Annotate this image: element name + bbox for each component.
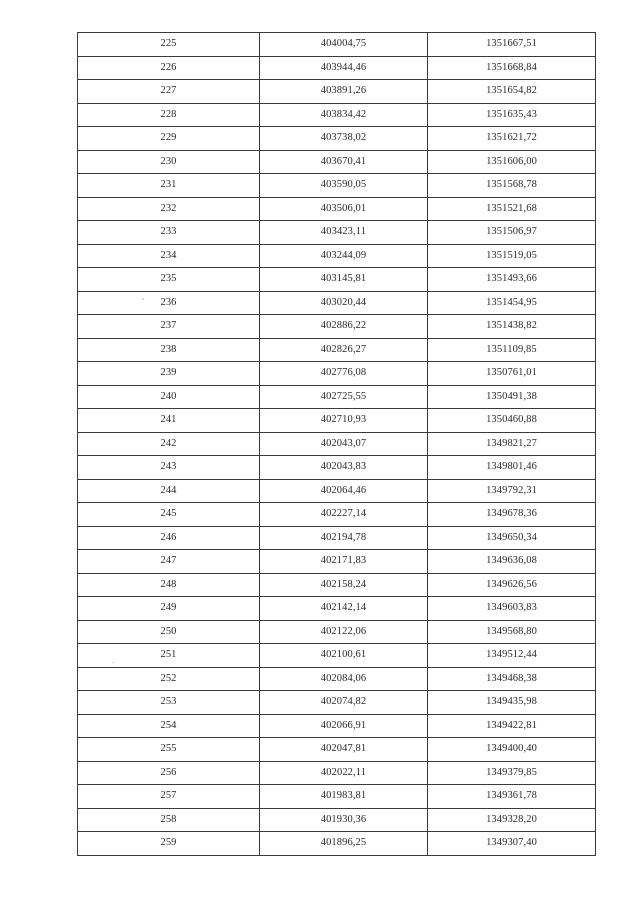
x-coordinate-cell: 401983,81	[260, 785, 428, 809]
point-number-cell: 226	[78, 56, 260, 80]
y-coordinate-cell: 1349626,56	[428, 573, 596, 597]
point-number-cell: 248	[78, 573, 260, 597]
point-number-cell: 236	[78, 291, 260, 315]
table-row	[78, 503, 596, 527]
point-number-cell: 256	[78, 761, 260, 785]
x-coordinate-cell: 402100,61	[260, 644, 428, 668]
x-coordinate-cell: 402776,08	[260, 362, 428, 386]
y-coordinate-cell: 1349636,08	[428, 550, 596, 574]
y-coordinate-cell: 1349821,27	[428, 432, 596, 456]
x-coordinate-cell: 402043,07	[260, 432, 428, 456]
y-coordinate-cell: 1351606,00	[428, 150, 596, 174]
y-coordinate-cell: 1351654,82	[428, 80, 596, 104]
table-row	[78, 174, 596, 198]
table-row	[78, 808, 596, 832]
x-coordinate-cell: 402064,46	[260, 479, 428, 503]
x-coordinate-cell: 402047,81	[260, 738, 428, 762]
x-coordinate-cell: 402074,82	[260, 691, 428, 715]
y-coordinate-cell: 1349435,98	[428, 691, 596, 715]
x-coordinate-cell: 403423,11	[260, 221, 428, 245]
table-row	[78, 761, 596, 785]
point-number-cell: 251	[78, 644, 260, 668]
point-number-cell: 255	[78, 738, 260, 762]
y-coordinate-cell: 1349361,78	[428, 785, 596, 809]
point-number-cell: 259	[78, 832, 260, 856]
point-number-cell: 247	[78, 550, 260, 574]
table-row	[78, 56, 596, 80]
table-row	[78, 620, 596, 644]
point-number-cell: 242	[78, 432, 260, 456]
y-coordinate-cell: 1350491,38	[428, 385, 596, 409]
point-number-cell: 225	[78, 33, 260, 57]
x-coordinate-cell: 402725,55	[260, 385, 428, 409]
y-coordinate-cell: 1351506,97	[428, 221, 596, 245]
table-row	[78, 409, 596, 433]
point-number-cell: 227	[78, 80, 260, 104]
table-row	[78, 150, 596, 174]
y-coordinate-cell: 1350761,01	[428, 362, 596, 386]
point-number-cell: 240	[78, 385, 260, 409]
table-row	[78, 456, 596, 480]
table-row	[78, 291, 596, 315]
table-row	[78, 221, 596, 245]
x-coordinate-cell: 403244,09	[260, 244, 428, 268]
x-coordinate-cell: 402886,22	[260, 315, 428, 339]
x-coordinate-cell: 403834,42	[260, 103, 428, 127]
x-coordinate-cell: 403506,01	[260, 197, 428, 221]
y-coordinate-cell: 1349422,81	[428, 714, 596, 738]
point-number-cell: 243	[78, 456, 260, 480]
point-number-cell: 233	[78, 221, 260, 245]
x-coordinate-cell: 403891,26	[260, 80, 428, 104]
table-row	[78, 127, 596, 151]
point-number-cell: 238	[78, 338, 260, 362]
point-number-cell: 229	[78, 127, 260, 151]
y-coordinate-cell: 1349468,38	[428, 667, 596, 691]
x-coordinate-cell: 402227,14	[260, 503, 428, 527]
table-row	[78, 714, 596, 738]
point-number-cell: 245	[78, 503, 260, 527]
x-coordinate-cell: 403670,41	[260, 150, 428, 174]
table-row	[78, 432, 596, 456]
point-number-cell: 235	[78, 268, 260, 292]
point-number-cell: 254	[78, 714, 260, 738]
table-row	[78, 479, 596, 503]
table-row	[78, 785, 596, 809]
table-row	[78, 644, 596, 668]
point-number-cell: 250	[78, 620, 260, 644]
table-row	[78, 315, 596, 339]
y-coordinate-cell: 1351519,05	[428, 244, 596, 268]
x-coordinate-cell: 402084,06	[260, 667, 428, 691]
table-row	[78, 832, 596, 856]
table-row	[78, 197, 596, 221]
table-row	[78, 526, 596, 550]
table-row	[78, 550, 596, 574]
x-coordinate-cell: 402022,11	[260, 761, 428, 785]
table-row	[78, 80, 596, 104]
y-coordinate-cell: 1351668,84	[428, 56, 596, 80]
y-coordinate-cell: 1349792,31	[428, 479, 596, 503]
point-number-cell: 232	[78, 197, 260, 221]
x-coordinate-cell: 402142,14	[260, 597, 428, 621]
y-coordinate-cell: 1351521,68	[428, 197, 596, 221]
x-coordinate-cell: 404004,75	[260, 33, 428, 57]
x-coordinate-cell: 401930,36	[260, 808, 428, 832]
y-coordinate-cell: 1351667,51	[428, 33, 596, 57]
x-coordinate-cell: 402122,06	[260, 620, 428, 644]
point-number-cell: 249	[78, 597, 260, 621]
table-row	[78, 338, 596, 362]
y-coordinate-cell: 1349650,34	[428, 526, 596, 550]
x-coordinate-cell: 403145,81	[260, 268, 428, 292]
y-coordinate-cell: 1349379,85	[428, 761, 596, 785]
x-coordinate-cell: 402826,27	[260, 338, 428, 362]
y-coordinate-cell: 1351109,85	[428, 338, 596, 362]
y-coordinate-cell: 1349801,46	[428, 456, 596, 480]
table-row	[78, 362, 596, 386]
y-coordinate-cell: 1349328,20	[428, 808, 596, 832]
y-coordinate-cell: 1351454,95	[428, 291, 596, 315]
y-coordinate-cell: 1349678,36	[428, 503, 596, 527]
table-row	[78, 667, 596, 691]
point-number-cell: 228	[78, 103, 260, 127]
y-coordinate-cell: 1350460,88	[428, 409, 596, 433]
table-row	[78, 573, 596, 597]
scan-speck	[142, 298, 144, 300]
point-number-cell: 258	[78, 808, 260, 832]
table-row	[78, 268, 596, 292]
table-row	[78, 691, 596, 715]
point-number-cell: 237	[78, 315, 260, 339]
point-number-cell: 244	[78, 479, 260, 503]
y-coordinate-cell: 1351438,82	[428, 315, 596, 339]
x-coordinate-cell: 401896,25	[260, 832, 428, 856]
coordinates-table-body	[78, 33, 596, 856]
x-coordinate-cell: 403944,46	[260, 56, 428, 80]
y-coordinate-cell: 1351621,72	[428, 127, 596, 151]
coordinates-table	[77, 32, 596, 856]
point-number-cell: 246	[78, 526, 260, 550]
y-coordinate-cell: 1349603,83	[428, 597, 596, 621]
table-row	[78, 597, 596, 621]
x-coordinate-cell: 403590,05	[260, 174, 428, 198]
point-number-cell: 231	[78, 174, 260, 198]
scan-speck	[112, 662, 114, 663]
y-coordinate-cell: 1351493,66	[428, 268, 596, 292]
point-number-cell: 239	[78, 362, 260, 386]
x-coordinate-cell: 402043,83	[260, 456, 428, 480]
table-row	[78, 244, 596, 268]
table-row	[78, 103, 596, 127]
x-coordinate-cell: 402066,91	[260, 714, 428, 738]
point-number-cell: 253	[78, 691, 260, 715]
table-row	[78, 33, 596, 57]
x-coordinate-cell: 403020,44	[260, 291, 428, 315]
point-number-cell: 257	[78, 785, 260, 809]
point-number-cell: 230	[78, 150, 260, 174]
x-coordinate-cell: 402194,78	[260, 526, 428, 550]
y-coordinate-cell: 1349512,44	[428, 644, 596, 668]
table-row	[78, 385, 596, 409]
x-coordinate-cell: 402710,93	[260, 409, 428, 433]
y-coordinate-cell: 1349568,80	[428, 620, 596, 644]
y-coordinate-cell: 1351635,43	[428, 103, 596, 127]
point-number-cell: 241	[78, 409, 260, 433]
x-coordinate-cell: 402171,83	[260, 550, 428, 574]
table-row	[78, 738, 596, 762]
point-number-cell: 234	[78, 244, 260, 268]
x-coordinate-cell: 403738,02	[260, 127, 428, 151]
y-coordinate-cell: 1351568,78	[428, 174, 596, 198]
x-coordinate-cell: 402158,24	[260, 573, 428, 597]
y-coordinate-cell: 1349400,40	[428, 738, 596, 762]
point-number-cell: 252	[78, 667, 260, 691]
y-coordinate-cell: 1349307,40	[428, 832, 596, 856]
